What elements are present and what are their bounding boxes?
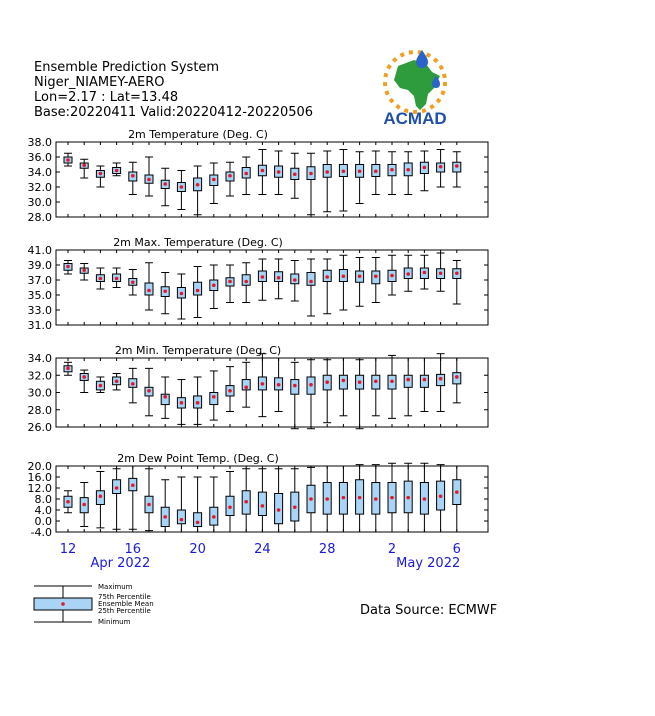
box-28 xyxy=(323,151,331,212)
box-21 xyxy=(210,163,218,204)
panel-2 xyxy=(28,236,489,332)
mean-point xyxy=(99,277,103,281)
header-title: Ensemble Prediction System xyxy=(34,60,220,75)
mean-point xyxy=(277,276,281,280)
mean-point xyxy=(163,515,167,519)
iqr-box xyxy=(194,282,202,295)
mean-point xyxy=(309,383,313,387)
mean-point xyxy=(163,395,167,399)
mean-point xyxy=(66,158,70,162)
mean-point xyxy=(131,483,135,487)
box-30 xyxy=(356,152,364,204)
mean-point xyxy=(99,172,103,176)
mean-point xyxy=(423,271,427,275)
mean-point xyxy=(82,503,86,507)
box-4 xyxy=(420,255,428,289)
mean-point xyxy=(390,168,394,172)
box-6 xyxy=(453,152,461,187)
legend xyxy=(34,583,154,626)
box-1 xyxy=(372,258,380,303)
mean-point xyxy=(342,379,346,383)
box-17 xyxy=(145,368,153,415)
mean-point xyxy=(163,289,167,293)
box-13 xyxy=(80,264,88,281)
station-name: Niger_NIAMEY-AERO xyxy=(34,75,165,90)
mean-point xyxy=(99,494,103,498)
box-26 xyxy=(291,153,299,198)
box-25 xyxy=(275,259,283,299)
mean-point xyxy=(358,380,362,384)
panel-title: 2m Temperature (Deg. C) xyxy=(128,128,268,141)
y-tick-label: 34.0 xyxy=(27,166,52,179)
mean-point xyxy=(374,379,378,383)
legend-p75-label: 75th Percentile xyxy=(98,593,151,601)
mean-point xyxy=(147,289,151,293)
x-tick-label: 2 xyxy=(387,542,397,557)
x-tick-label: 24 xyxy=(254,542,271,557)
y-tick-label: 41.0 xyxy=(27,244,52,257)
mean-point xyxy=(261,275,265,279)
station-coords: Lon=2.17 : Lat=13.48 xyxy=(34,90,179,105)
box-5 xyxy=(437,465,445,532)
month-label: Apr 2022 xyxy=(90,556,151,571)
mean-point xyxy=(374,497,378,501)
box-25 xyxy=(275,469,283,532)
box-4 xyxy=(420,463,428,532)
box-3 xyxy=(404,358,412,416)
y-tick-label: 30.0 xyxy=(27,196,52,209)
mean-point xyxy=(66,367,70,371)
mean-point xyxy=(358,496,362,500)
box-12 xyxy=(64,491,72,513)
mean-point xyxy=(423,378,427,382)
box-20 xyxy=(194,267,202,318)
mean-point xyxy=(293,172,297,176)
x-tick-label: 28 xyxy=(318,542,336,557)
box-3 xyxy=(404,152,412,195)
box-18 xyxy=(161,480,169,532)
mean-point xyxy=(244,386,248,390)
mean-point xyxy=(342,169,346,173)
box-22 xyxy=(226,162,234,196)
mean-point xyxy=(293,278,297,282)
y-tick-label: 4.0 xyxy=(34,504,52,517)
mean-point xyxy=(180,401,184,405)
legend-p25-label: 25th Percentile xyxy=(98,607,151,615)
month-label: May 2022 xyxy=(396,556,461,571)
mean-point xyxy=(244,280,248,284)
mean-point xyxy=(196,521,200,525)
legend-maximum-label: Maximum xyxy=(98,583,133,591)
box-21 xyxy=(210,371,218,420)
box-12 xyxy=(64,261,72,275)
panel-frame xyxy=(56,358,488,427)
mean-point xyxy=(406,496,410,500)
mean-point xyxy=(358,274,362,278)
data-source: Data Source: ECMWF xyxy=(360,603,498,618)
box-27 xyxy=(307,259,315,316)
mean-point xyxy=(261,504,265,508)
mean-point xyxy=(309,497,313,501)
box-29 xyxy=(339,358,347,416)
box-18 xyxy=(161,273,169,314)
box-20 xyxy=(194,477,202,532)
box-30 xyxy=(356,360,364,429)
panel-3 xyxy=(28,344,489,434)
mean-point xyxy=(423,497,427,501)
box-22 xyxy=(226,472,234,533)
mean-point xyxy=(277,170,281,174)
mean-point xyxy=(261,382,265,386)
mean-point xyxy=(325,497,329,501)
box-2 xyxy=(388,355,396,418)
y-tick-label: 35.0 xyxy=(27,289,52,302)
box-20 xyxy=(194,377,202,424)
box-24 xyxy=(258,259,266,300)
box-16 xyxy=(129,270,137,296)
mean-point xyxy=(325,380,329,384)
logo-text: ACMAD xyxy=(383,109,447,126)
box-14 xyxy=(96,377,104,393)
iqr-box xyxy=(307,273,315,286)
y-tick-label: 37.0 xyxy=(27,274,52,287)
mean-point xyxy=(390,379,394,383)
box-24 xyxy=(258,150,266,195)
box-22 xyxy=(226,265,234,303)
box-4 xyxy=(420,151,428,191)
mean-point xyxy=(439,377,443,381)
mean-point xyxy=(147,389,151,393)
box-30 xyxy=(356,258,364,307)
mean-point xyxy=(325,275,329,279)
mean-point xyxy=(309,172,313,176)
iqr-box xyxy=(194,513,202,527)
box-23 xyxy=(242,157,250,195)
box-2 xyxy=(388,152,396,195)
box-27 xyxy=(307,153,315,215)
box-16 xyxy=(129,466,137,529)
y-tick-label: 20.0 xyxy=(27,460,52,473)
box-28 xyxy=(323,466,331,532)
mean-point xyxy=(228,174,232,178)
box-14 xyxy=(96,472,104,528)
y-tick-label: -4.0 xyxy=(30,526,52,539)
mean-point xyxy=(277,508,281,512)
panel-1 xyxy=(28,128,489,224)
mean-point xyxy=(115,277,119,281)
box-30 xyxy=(356,465,364,532)
box-19 xyxy=(177,380,185,425)
mean-point xyxy=(66,265,70,269)
box-6 xyxy=(453,358,461,403)
box-12 xyxy=(64,362,72,375)
x-tick-label: 16 xyxy=(124,542,142,557)
y-tick-label: 32.0 xyxy=(27,181,52,194)
box-18 xyxy=(161,377,169,418)
mean-point xyxy=(390,274,394,278)
mean-point xyxy=(455,164,459,168)
box-29 xyxy=(339,150,347,212)
mean-point xyxy=(212,178,216,182)
box-26 xyxy=(291,362,299,428)
mean-point xyxy=(261,169,265,173)
mean-point xyxy=(196,183,200,187)
mean-point xyxy=(228,505,232,509)
legend-mean-point xyxy=(61,602,65,606)
box-22 xyxy=(226,367,234,412)
mean-point xyxy=(406,378,410,382)
mean-point xyxy=(293,384,297,388)
box-1 xyxy=(372,358,380,416)
box-18 xyxy=(161,168,169,206)
box-29 xyxy=(339,255,347,310)
box-15 xyxy=(113,374,121,390)
box-24 xyxy=(258,354,266,417)
box-13 xyxy=(80,483,88,527)
box-17 xyxy=(145,157,153,196)
mean-point xyxy=(196,401,200,405)
mean-point xyxy=(196,289,200,293)
box-3 xyxy=(404,463,412,532)
box-17 xyxy=(145,469,153,531)
box-6 xyxy=(453,261,461,305)
iqr-box xyxy=(177,510,185,524)
x-tick-label: 20 xyxy=(189,542,206,557)
box-15 xyxy=(113,163,121,176)
y-tick-label: 33.0 xyxy=(27,304,52,317)
mean-point xyxy=(455,271,459,275)
mean-point xyxy=(99,384,103,388)
y-tick-label: 34.0 xyxy=(27,352,52,365)
box-5 xyxy=(437,150,445,188)
mean-point xyxy=(131,280,135,284)
mean-point xyxy=(131,174,135,178)
mean-point xyxy=(293,505,297,509)
box-6 xyxy=(453,466,461,532)
box-14 xyxy=(96,268,104,289)
box-23 xyxy=(242,362,250,407)
legend-minimum-label: Minimum xyxy=(98,618,131,626)
mean-point xyxy=(82,268,86,272)
box-19 xyxy=(177,477,185,532)
box-26 xyxy=(291,469,299,532)
box-19 xyxy=(177,171,185,210)
box-19 xyxy=(177,274,185,319)
mean-point xyxy=(244,500,248,504)
panel-frame xyxy=(56,250,488,325)
mean-point xyxy=(277,383,281,387)
mean-point xyxy=(439,271,443,275)
y-tick-label: 28.0 xyxy=(27,403,52,417)
mean-point xyxy=(439,494,443,498)
mean-point xyxy=(82,375,86,379)
mean-point xyxy=(244,172,248,176)
mean-point xyxy=(147,503,151,507)
mean-point xyxy=(374,169,378,173)
y-tick-label: 30.0 xyxy=(27,386,52,400)
box-4 xyxy=(420,358,428,411)
mean-point xyxy=(212,283,216,287)
mean-point xyxy=(342,496,346,500)
mean-point xyxy=(358,169,362,173)
y-tick-label: 39.0 xyxy=(27,259,52,272)
panel-title: 2m Dew Point Temp. (Deg. C) xyxy=(117,452,279,465)
box-16 xyxy=(129,368,137,403)
box-28 xyxy=(323,360,331,423)
mean-point xyxy=(180,518,184,522)
y-tick-label: 0.0 xyxy=(34,515,52,528)
mean-point xyxy=(163,182,167,186)
mean-point xyxy=(131,382,135,386)
mean-point xyxy=(374,274,378,278)
x-tick-label: 12 xyxy=(59,542,77,557)
box-3 xyxy=(404,255,412,291)
box-24 xyxy=(258,469,266,532)
mean-point xyxy=(325,170,329,174)
box-21 xyxy=(210,477,218,532)
panel-frame xyxy=(56,142,488,217)
box-14 xyxy=(96,166,104,187)
box-25 xyxy=(275,151,283,195)
mean-point xyxy=(180,185,184,189)
box-17 xyxy=(145,263,153,310)
box-13 xyxy=(80,370,88,392)
box-15 xyxy=(113,268,121,288)
mean-point xyxy=(342,274,346,278)
box-25 xyxy=(275,358,283,411)
mean-point xyxy=(228,280,232,284)
box-2 xyxy=(388,255,396,295)
mean-point xyxy=(309,280,313,284)
box-27 xyxy=(307,467,315,532)
iqr-box xyxy=(258,492,266,515)
y-tick-label: 12.0 xyxy=(27,482,52,495)
box-29 xyxy=(339,466,347,532)
mean-point xyxy=(147,178,151,182)
box-1 xyxy=(372,465,380,532)
mean-point xyxy=(406,168,410,172)
mean-point xyxy=(455,490,459,494)
y-tick-label: 31.0 xyxy=(27,319,52,332)
mean-point xyxy=(212,395,216,399)
panel-4 xyxy=(28,452,489,539)
box-27 xyxy=(307,360,315,429)
box-28 xyxy=(323,259,331,314)
panel-title: 2m Max. Temperature (Deg. C) xyxy=(113,236,283,249)
box-5 xyxy=(437,354,445,412)
panel-title: 2m Min. Temperature (Deg. C) xyxy=(114,344,282,357)
y-tick-label: 32.0 xyxy=(27,369,52,383)
box-26 xyxy=(291,261,299,302)
box-20 xyxy=(194,166,202,215)
box-23 xyxy=(242,263,250,303)
mean-point xyxy=(455,375,459,379)
mean-point xyxy=(390,496,394,500)
box-13 xyxy=(80,159,88,178)
box-21 xyxy=(210,265,218,309)
mean-point xyxy=(115,486,119,490)
mean-point xyxy=(423,166,427,170)
y-tick-label: 26.0 xyxy=(27,421,52,434)
box-23 xyxy=(242,469,250,532)
y-tick-label: 8.0 xyxy=(34,493,52,506)
mean-point xyxy=(180,292,184,296)
legend-mean-label: Ensemble Mean xyxy=(98,600,154,608)
box-5 xyxy=(437,253,445,291)
mean-point xyxy=(115,169,119,173)
box-1 xyxy=(372,151,380,195)
mean-point xyxy=(228,389,232,393)
box-2 xyxy=(388,463,396,532)
box-12 xyxy=(64,153,72,166)
box-16 xyxy=(129,162,137,194)
y-tick-label: 16.0 xyxy=(27,471,52,484)
mean-point xyxy=(439,165,443,169)
y-tick-label: 36.0 xyxy=(27,151,52,164)
box-15 xyxy=(113,469,121,530)
mean-point xyxy=(406,272,410,276)
y-tick-label: 38.0 xyxy=(27,136,52,149)
x-tick-label: 6 xyxy=(452,542,461,557)
mean-point xyxy=(115,379,119,383)
mean-point xyxy=(82,163,86,167)
y-tick-label: 28.0 xyxy=(27,211,52,224)
mean-point xyxy=(212,515,216,519)
mean-point xyxy=(66,500,70,504)
base-valid-dates: Base:20220411 Valid:20220412-20220506 xyxy=(34,105,314,120)
